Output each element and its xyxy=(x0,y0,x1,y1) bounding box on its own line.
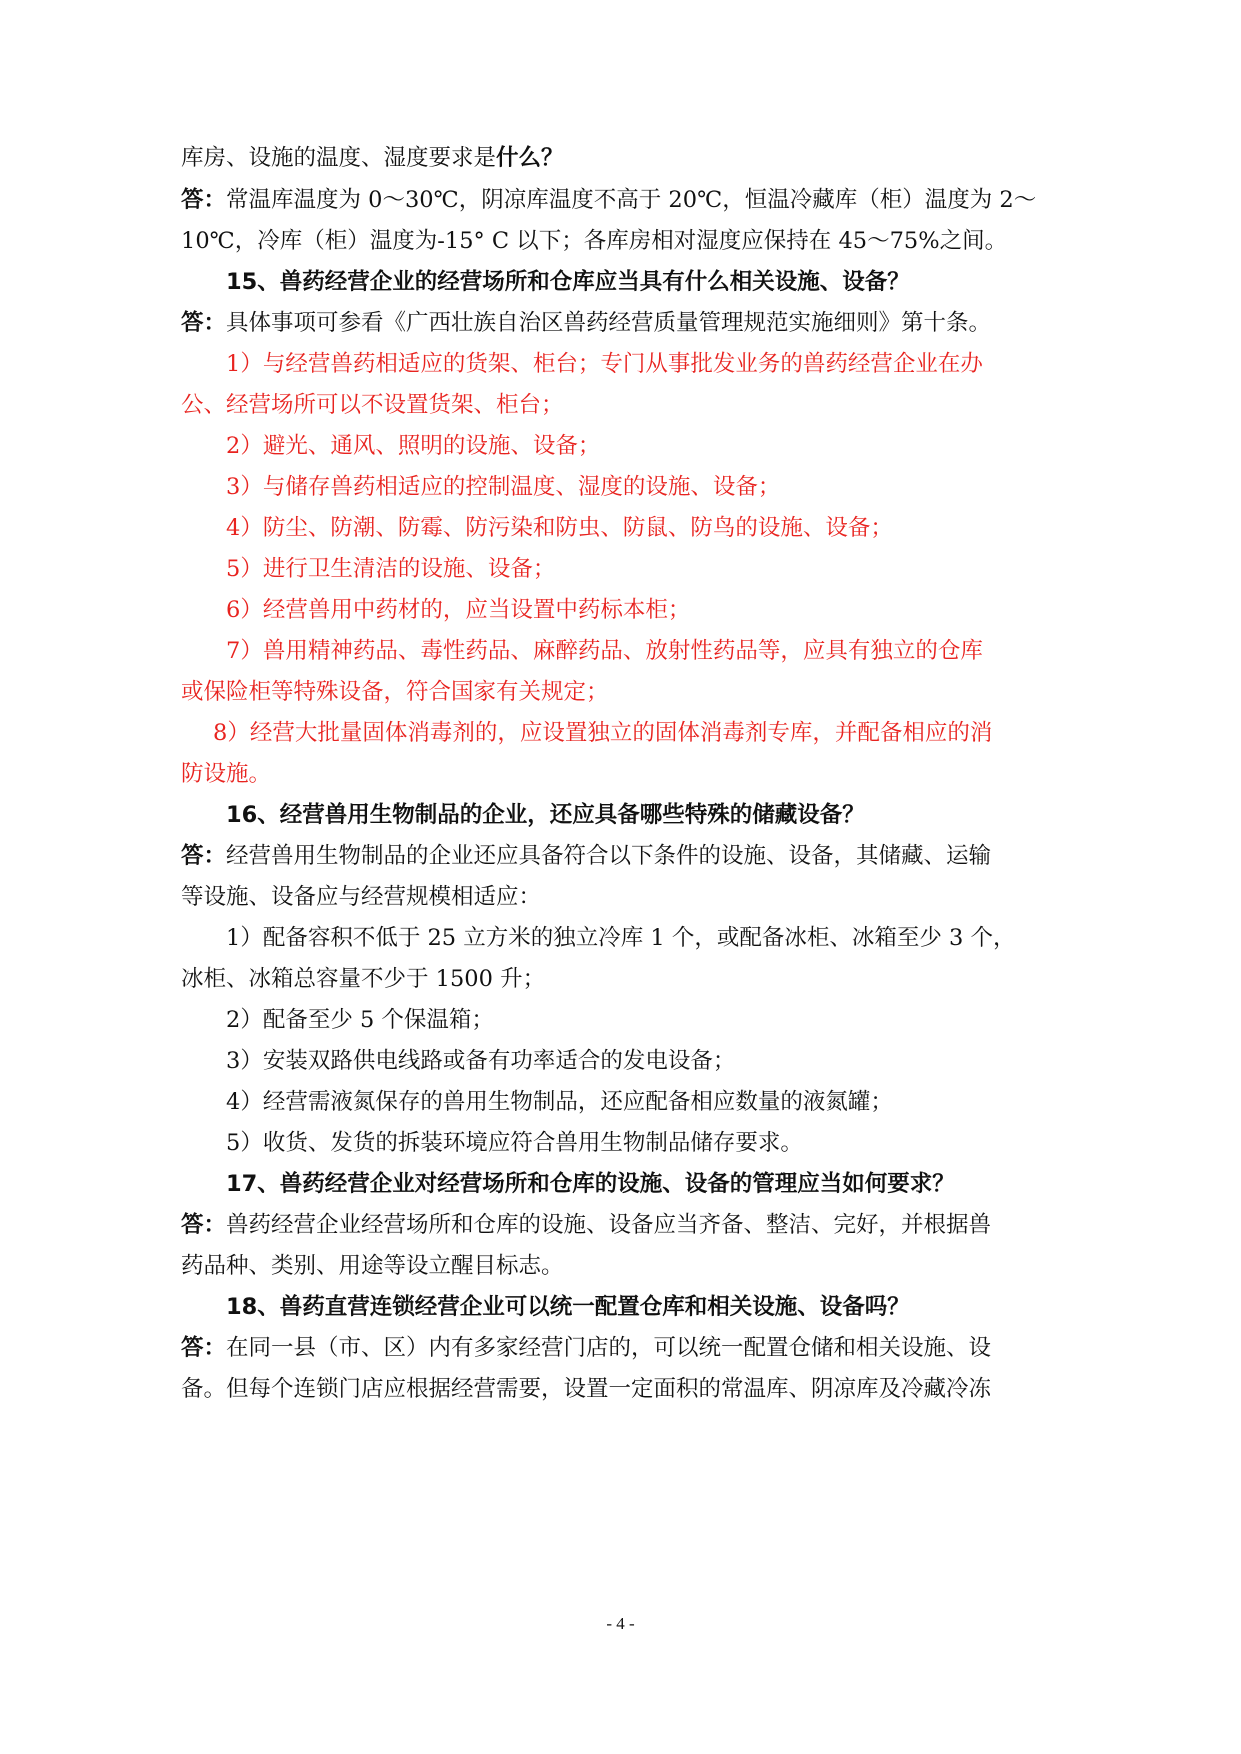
question-text-bold: 什么？ xyxy=(496,145,564,171)
list-item: 2）避光、通风、照明的设施、设备； xyxy=(226,433,601,459)
list-item: 5）进行卫生清洁的设施、设备； xyxy=(226,556,556,582)
question-16: 16、经营兽用生物制品的企业，还应具备哪些特殊的储藏设备？ xyxy=(226,802,865,828)
list-item: 7）兽用精神药品、毒性药品、麻醉药品、放射性药品等，应具有独立的仓库 xyxy=(226,638,983,664)
list-item: 1）与经营兽药相适应的货架、柜台；专门从事批发业务的兽药经营企业在办 xyxy=(226,351,983,377)
answer-line xyxy=(181,185,1036,215)
list-item: 8）经营大批量固体消毒剂的，应设置独立的固体消毒剂专库，并配备相应的消 xyxy=(213,720,993,746)
paragraph-line xyxy=(181,143,564,173)
page-number: - 4 - xyxy=(606,1614,635,1633)
question-18: 18、兽药直营连锁经营企业可以统一配置仓库和相关设施、设备吗？ xyxy=(226,1294,910,1320)
question-15: 15、兽药经营企业的经营场所和仓库应当具有什么相关设施、设备？ xyxy=(226,269,910,295)
list-item: 4）防尘、防潮、防霉、防污染和防虫、防鼠、防鸟的设施、设备； xyxy=(226,515,893,541)
list-item: 4）经营需液氮保存的兽用生物制品，还应配备相应数量的液氮罐； xyxy=(226,1089,893,1115)
answer-label: 答： xyxy=(181,1212,227,1238)
answer-text: 在同一县（市、区）内有多家经营门店的，可以统一配置仓储和相关设施、设 xyxy=(226,1335,992,1361)
answer-line: 备。但每个连锁门店应根据经营需要，设置一定面积的常温库、阴凉库及冷藏冷冻 xyxy=(181,1376,992,1402)
list-item-cont: 或保险柜等特殊设备，符合国家有关规定； xyxy=(181,679,609,705)
answer-text: 兽药经营企业经营场所和仓库的设施、设备应当齐备、整洁、完好，并根据兽 xyxy=(226,1212,992,1238)
list-item: 5）收货、发货的拆装环境应符合兽用生物制品储存要求。 xyxy=(226,1130,803,1156)
answer-label: 答： xyxy=(181,310,227,336)
answer-label: 答： xyxy=(181,1335,227,1361)
answer-text: 经营兽用生物制品的企业还应具备符合以下条件的设施、设备，其储藏、运输 xyxy=(226,843,992,869)
list-item-cont: 公、经营场所可以不设置货架、柜台； xyxy=(181,392,564,418)
list-item-cont: 防设施。 xyxy=(181,761,272,787)
answer-text: 10℃，冷库（柜）温度为-15° C 以下；各库房相对湿度应保持在 45～75%之间。 xyxy=(181,228,1008,254)
answer-line xyxy=(181,841,991,871)
answer-line xyxy=(181,1333,991,1363)
list-item: 2）配备至少 5 个保温箱； xyxy=(226,1007,494,1033)
list-item-cont: 冰柜、冰箱总容量不少于 1500 升； xyxy=(181,966,546,992)
question-17: 17、兽药经营企业对经营场所和仓库的设施、设备的管理应当如何要求？ xyxy=(226,1171,955,1197)
answer-text: 具体事项可参看《广西壮族自治区兽药经营质量管理规范实施细则》第十条。 xyxy=(226,310,992,336)
answer-line: 等设施、设备应与经营规模相适应： xyxy=(181,884,542,910)
list-item: 3）安装双路供电线路或备有功率适合的发电设备； xyxy=(226,1048,736,1074)
question-text: 库房、设施的温度、湿度要求是 xyxy=(181,145,497,171)
list-item: 3）与储存兽药相适应的控制温度、湿度的设施、设备； xyxy=(226,474,781,500)
answer-line xyxy=(181,1210,991,1240)
list-item: 1）配备容积不低于 25 立方米的独立冷库 1 个，或配备冰柜、冰箱至少 3 个， xyxy=(226,925,1016,951)
answer-line xyxy=(181,308,991,338)
answer-line xyxy=(181,226,1007,256)
answer-label: 答： xyxy=(181,187,227,213)
answer-line: 药品种、类别、用途等设立醒目标志。 xyxy=(181,1253,564,1279)
answer-text: 常温库温度为 0～30℃，阴凉库温度不高于 20℃，恒温冷藏库（柜）温度为 2～ xyxy=(226,187,1037,213)
answer-label: 答： xyxy=(181,843,227,869)
list-item: 6）经营兽用中药材的，应当设置中药标本柜； xyxy=(226,597,691,623)
